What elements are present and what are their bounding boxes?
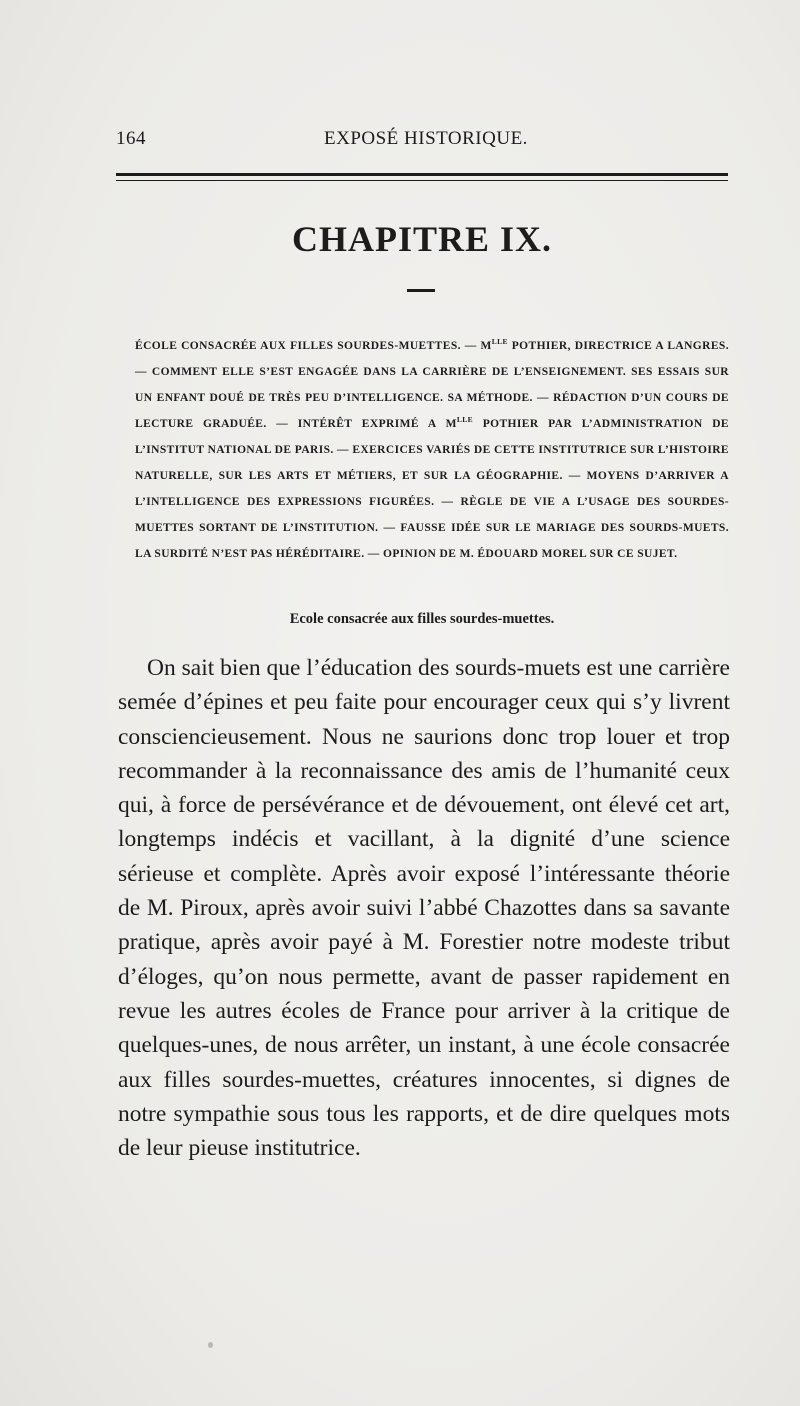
running-title: EXPOSÉ HISTORIQUE. bbox=[324, 128, 528, 149]
body-text bbox=[118, 651, 730, 1165]
section-heading: Ecole consacrée aux filles sourdes-muettes. bbox=[289, 611, 555, 627]
chapter-title: CHAPITRE IX. bbox=[291, 219, 553, 259]
summary-text-3: POTHIER PAR L’ADMINISTRATION DE L’INSTITUT NATIONAL DE PARIS. — EXERCICES VARIÉS DE CETTE INSTITUTRICE SUR L’HISTOIRE NATURELLE, SUR LES ARTS ET MÉTIERS, ET SUR LA GÉOGRAPHIE. — MOYENS D’ARRIVER A L’INTELLIGENCE DES EXPRESSIONS FIGURÉES. — RÈGLE DE VIE A L’USAGE DES SOURDES-MUETTES SORTANT DE L’INSTITUTION. — FAUSSE IDÉE SUR LE MARIAGE DES SOURDS-MUETS. LA SURDITÉ N’EST PAS HÉRÉDITAIRE. — OPINION DE M. ÉDOUARD MOREL SUR CE SUJET. bbox=[135, 418, 729, 560]
header-rule-thick bbox=[116, 173, 728, 176]
ink-smudge bbox=[208, 1342, 213, 1348]
page-number: 164 bbox=[116, 128, 146, 149]
summary-text-2: POTHIER, DIRECTRICE A LANGRES. — COMMENT ELLE S’EST ENGAGÉE DANS LA CARRIÈRE DE L’ENSEIGNEMENT. SES ESSAIS SUR UN ENFANT DOUÉ DE TRÈS PEU D’INTELLIGENCE. SA MÉTHODE. — RÉDACTION D’UN COURS DE LECTURE GRADUÉE. — INTÉRÊT EXPRIMÉ A M bbox=[135, 340, 729, 430]
running-head bbox=[116, 128, 732, 154]
summary-superscript-1: LLE bbox=[491, 337, 508, 347]
summary-text-1: ÉCOLE CONSACRÉE AUX FILLES SOURDES-MUETTES. — M bbox=[135, 340, 492, 352]
header-rule-thin bbox=[116, 180, 728, 181]
chapter-divider bbox=[407, 289, 435, 292]
body-paragraph: On sait bien que l’éducation des sourds-muets est une carrière semée d’épines et peu faite pour encourager ceux qui s’y livrent consciencieusement. Nous ne saurions donc trop louer et trop recommander à la reconnaissance des amis de l’humanité ceux qui, à force de persévérance et de dévouement, ont élevé cet art, longtemps indécis et vacillant, à la dignité d’une science sérieuse et complète. Après avoir exposé l’intéressante théorie de M. Piroux, après avoir suivi l’abbé Chazottes dans sa savante pratique, après avoir payé à M. Forestier notre modeste tribut d’éloges, qu’on nous permette, avant de passer rapidement en revue les autres écoles de France pour arriver à la critique de quelques-unes, de nous arrêter, un instant, à une école consacrée aux filles sourdes-muettes, créatures innocentes, si dignes de notre sympathie sous tous les rapports, et de dire quelques mots de leur pieuse institutrice. bbox=[118, 655, 730, 1162]
summary-superscript-2: LLE bbox=[456, 415, 474, 425]
chapter-summary bbox=[135, 333, 729, 567]
